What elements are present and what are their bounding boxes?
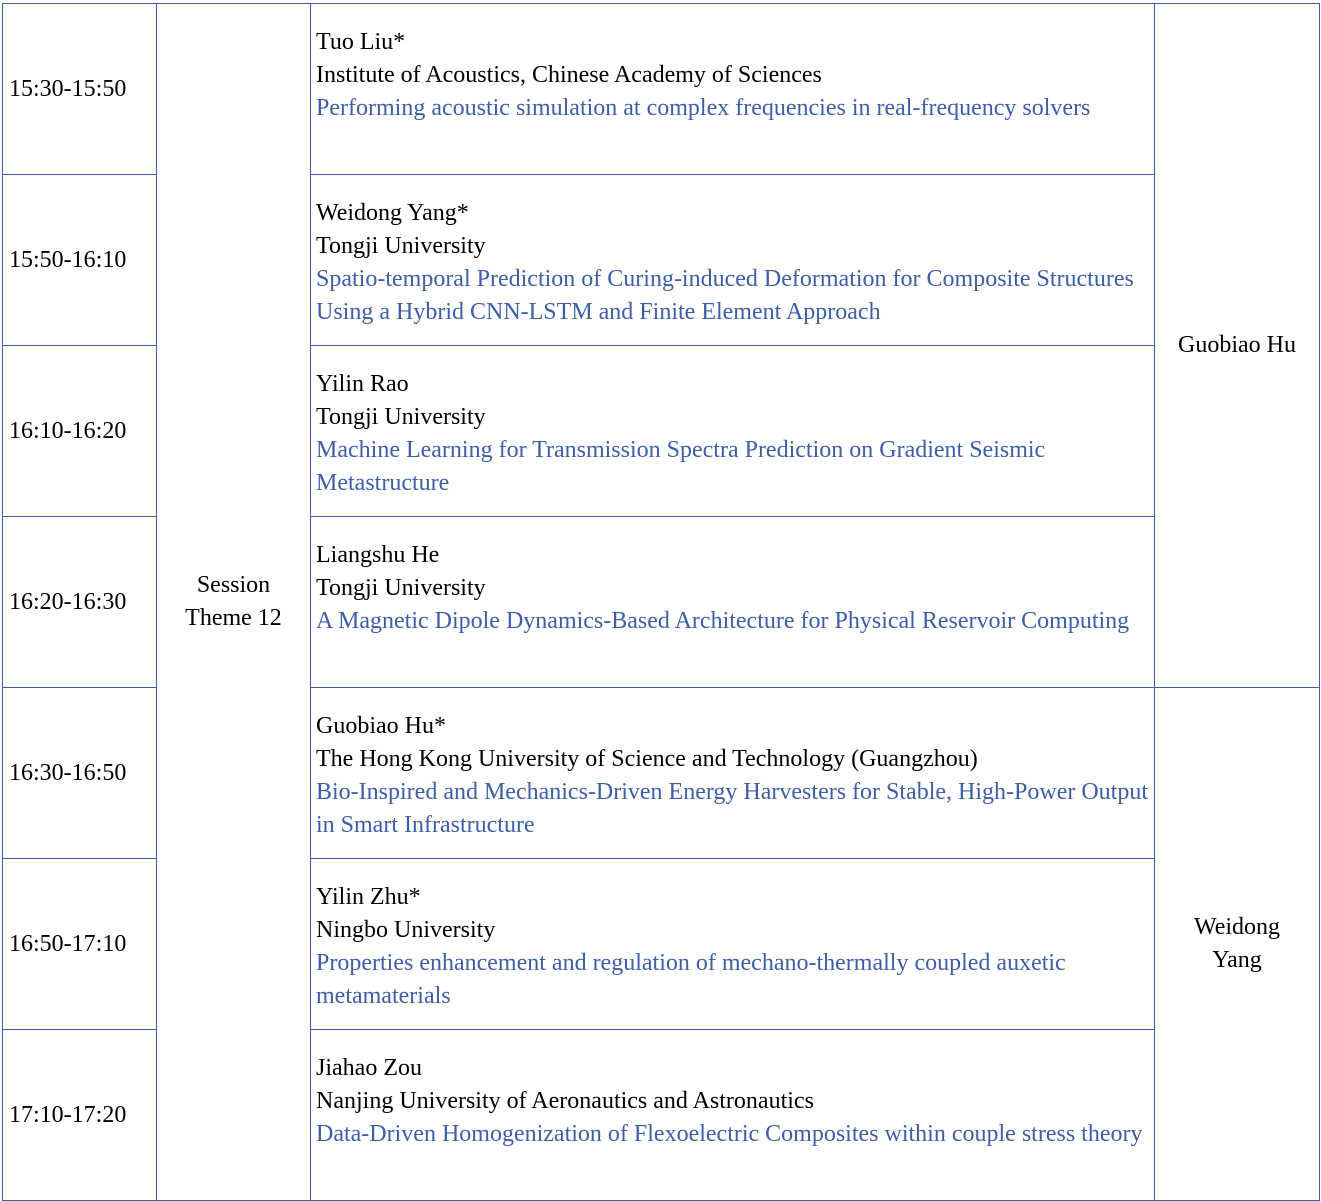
time-slot: 15:30-15:50 bbox=[3, 4, 157, 175]
speaker-name: Guobiao Hu* bbox=[316, 713, 446, 739]
talk-cell bbox=[311, 4, 1155, 175]
talk-cell bbox=[311, 859, 1155, 1030]
speaker-name: Jiahao Zou bbox=[316, 1055, 422, 1081]
session-label-line1: Session bbox=[196, 572, 271, 598]
speaker-affiliation: Ningbo University bbox=[316, 917, 496, 943]
speaker-name: Yilin Zhu* bbox=[316, 884, 421, 910]
talk-cell bbox=[311, 1030, 1155, 1201]
talk-title: Properties enhancement and regulation of mechano-thermally coupled auxetic metamaterials bbox=[316, 950, 1066, 1009]
time-slot: 15:50-16:10 bbox=[3, 175, 157, 346]
time-slot: 16:10-16:20 bbox=[3, 346, 157, 517]
speaker-name: Tuo Liu* bbox=[316, 29, 406, 55]
talk-title: Performing acoustic simulation at complex frequencies in real-frequency solvers bbox=[316, 95, 1091, 121]
talk-title: A Magnetic Dipole Dynamics-Based Architecture for Physical Reservoir Computing bbox=[316, 608, 1130, 634]
speaker-affiliation: Tongji University bbox=[316, 233, 486, 259]
session-label bbox=[185, 569, 282, 635]
speaker-affiliation: Tongji University bbox=[316, 575, 486, 601]
chair-cell bbox=[1155, 688, 1320, 1201]
session-label-line2: Theme 12 bbox=[185, 605, 282, 631]
speaker-name: Yilin Rao bbox=[316, 371, 409, 397]
talk-title: Data-Driven Homogenization of Flexoelectric Composites within couple stress theory bbox=[316, 1121, 1143, 1147]
talk-cell bbox=[311, 517, 1155, 688]
talk-cell bbox=[311, 688, 1155, 859]
time-slot: 16:30-16:50 bbox=[3, 688, 157, 859]
talk-title: Spatio-temporal Prediction of Curing-induced Deformation for Composite Structures Using a Hybrid CNN-LSTM and Finite Element Approach bbox=[316, 266, 1134, 325]
chair-name: Guobiao Hu bbox=[1178, 332, 1296, 358]
table-row bbox=[3, 4, 1320, 175]
speaker-affiliation: The Hong Kong University of Science and Technology (Guangzhou) bbox=[316, 746, 978, 772]
chair-name-line2: Yang bbox=[1212, 947, 1262, 973]
speaker-name: Weidong Yang* bbox=[316, 200, 469, 226]
talk-title: Machine Learning for Transmission Spectra Prediction on Gradient Seismic Metastructure bbox=[316, 437, 1046, 496]
speaker-affiliation: Tongji University bbox=[316, 404, 486, 430]
chair-name-line1: Weidong bbox=[1193, 914, 1281, 940]
time-slot: 17:10-17:20 bbox=[3, 1030, 157, 1201]
talk-title: Bio-Inspired and Mechanics-Driven Energy Harvesters for Stable, High-Power Output in Smart Infrastructure bbox=[316, 779, 1149, 838]
time-slot: 16:20-16:30 bbox=[3, 517, 157, 688]
speaker-name: Liangshu He bbox=[316, 542, 440, 568]
talk-cell bbox=[311, 175, 1155, 346]
schedule-table bbox=[2, 3, 1320, 1201]
chair-name bbox=[1194, 911, 1280, 977]
session-cell bbox=[157, 4, 311, 1201]
speaker-affiliation: Nanjing University of Aeronautics and Astronautics bbox=[316, 1088, 814, 1114]
chair-cell bbox=[1155, 4, 1320, 688]
time-slot: 16:50-17:10 bbox=[3, 859, 157, 1030]
talk-cell bbox=[311, 346, 1155, 517]
speaker-affiliation: Institute of Acoustics, Chinese Academy of Sciences bbox=[316, 62, 822, 88]
